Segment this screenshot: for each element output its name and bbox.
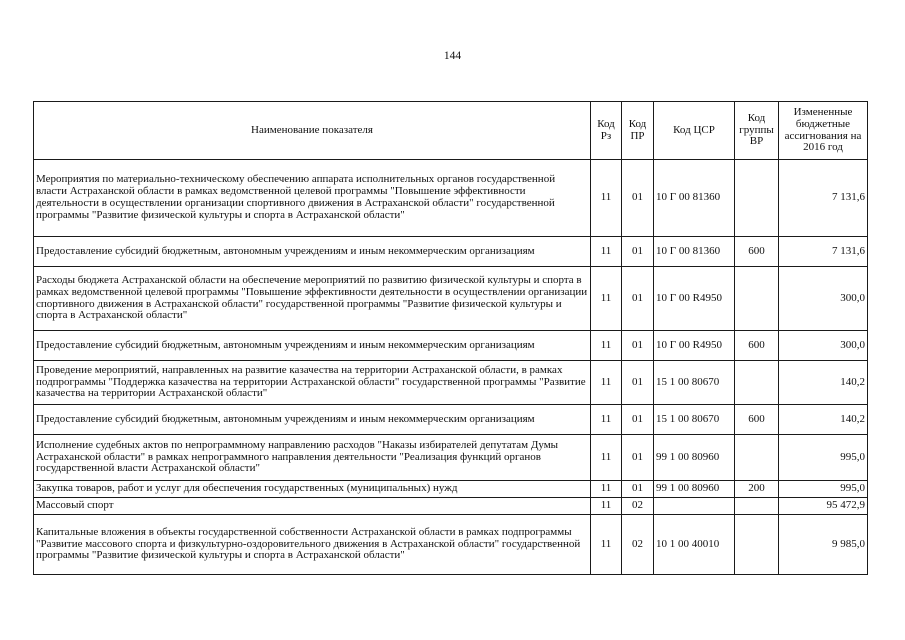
- cell-pr: 01: [622, 267, 654, 331]
- budget-table: [33, 101, 868, 575]
- cell-name: Закупка товаров, работ и услуг для обеспечения государственных (муниципальных) нужд: [34, 481, 591, 498]
- cell-pr: 02: [622, 515, 654, 575]
- cell-vr: [735, 435, 779, 481]
- cell-name: Капитальные вложения в объекты государственной собственности Астраханской области в рамках подпрограммы "Развитие массового спорта и физкультурно-оздоровительного движения в Астраханской области" государственной программы "Развитие физической культуры и спорта в Астраханской области": [34, 515, 591, 575]
- table-row: [34, 515, 868, 575]
- cell-vr: [735, 160, 779, 237]
- table-row: [34, 405, 868, 435]
- cell-csr: 15 1 00 80670: [654, 405, 735, 435]
- cell-rz: 11: [591, 237, 622, 267]
- cell-csr: 99 1 00 80960: [654, 481, 735, 498]
- cell-rz: 11: [591, 498, 622, 515]
- cell-vr: [735, 361, 779, 405]
- cell-name: Исполнение судебных актов по непрограммному направлению расходов "Наказы избирателей депутатам Думы Астраханской области" в рамках непрограммного направления деятельности "Реализация функций органов государственной власти Астраханской области": [34, 435, 591, 481]
- table-row: [34, 237, 868, 267]
- cell-pr: 01: [622, 361, 654, 405]
- cell-rz: 11: [591, 405, 622, 435]
- table-row: [34, 267, 868, 331]
- cell-name: Предоставление субсидий бюджетным, автономным учреждениям и иным некоммерческим организациям: [34, 331, 591, 361]
- cell-vr: 600: [735, 331, 779, 361]
- cell-csr: 10 1 00 40010: [654, 515, 735, 575]
- table-header-row: [34, 102, 868, 160]
- cell-name: Предоставление субсидий бюджетным, автономным учреждениям и иным некоммерческим организациям: [34, 405, 591, 435]
- cell-name: Мероприятия по материально-техническому обеспечению аппарата исполнительных органов государственной власти Астраханской области в рамках ведомственной целевой программы "Повышение эффективности деятельности в осуществлении организации спортивного движения в Астраханской области" государственной программы "Развитие физической культуры и спорта в Астраханской области": [34, 160, 591, 237]
- cell-rz: 11: [591, 267, 622, 331]
- table-row: [34, 481, 868, 498]
- cell-amount: 9 985,0: [779, 515, 868, 575]
- table-row: [34, 361, 868, 405]
- cell-csr: 10 Г 00 81360: [654, 160, 735, 237]
- cell-rz: 11: [591, 160, 622, 237]
- cell-vr: 200: [735, 481, 779, 498]
- cell-pr: 01: [622, 481, 654, 498]
- header-pr: Код ПР: [622, 102, 654, 160]
- cell-pr: 01: [622, 405, 654, 435]
- cell-csr: 10 Г 00 81360: [654, 237, 735, 267]
- cell-amount: 95 472,9: [779, 498, 868, 515]
- table-row: [34, 435, 868, 481]
- cell-amount: 300,0: [779, 331, 868, 361]
- cell-pr: 01: [622, 160, 654, 237]
- header-name: Наименование показателя: [34, 102, 591, 160]
- cell-vr: [735, 267, 779, 331]
- cell-amount: 140,2: [779, 405, 868, 435]
- cell-vr: 600: [735, 237, 779, 267]
- header-csr: Код ЦСР: [654, 102, 735, 160]
- cell-csr: 15 1 00 80670: [654, 361, 735, 405]
- page-number: 144: [443, 50, 462, 62]
- cell-csr: 10 Г 00 R4950: [654, 331, 735, 361]
- cell-pr: 01: [622, 331, 654, 361]
- cell-rz: 11: [591, 361, 622, 405]
- table-row: [34, 331, 868, 361]
- cell-pr: 02: [622, 498, 654, 515]
- cell-name: Предоставление субсидий бюджетным, автономным учреждениям и иным некоммерческим организациям: [34, 237, 591, 267]
- header-vr: Код группы ВР: [735, 102, 779, 160]
- cell-amount: 7 131,6: [779, 237, 868, 267]
- cell-pr: 01: [622, 435, 654, 481]
- cell-rz: 11: [591, 515, 622, 575]
- cell-amount: 7 131,6: [779, 160, 868, 237]
- header-rz: Код Рз: [591, 102, 622, 160]
- cell-amount: 995,0: [779, 481, 868, 498]
- cell-amount: 995,0: [779, 435, 868, 481]
- cell-amount: 140,2: [779, 361, 868, 405]
- cell-name: Массовый спорт: [34, 498, 591, 515]
- cell-csr: 10 Г 00 R4950: [654, 267, 735, 331]
- cell-vr: [735, 498, 779, 515]
- cell-name: Расходы бюджета Астраханской области на обеспечение мероприятий по развитию физической культуры и спорта в рамках ведомственной целевой программы "Повышение эффективности деятельности в осуществлении организации спортивного движения в Астраханской области" государственной программы "Развитие физической культуры и спорта в Астраханской области": [34, 267, 591, 331]
- cell-amount: 300,0: [779, 267, 868, 331]
- cell-name: Проведение мероприятий, направленных на развитие казачества на территории Астраханской области, в рамках подпрограммы "Поддержка казачества на территории Астраханской области" государственной программы "Развитие казачества на территории Астраханской области": [34, 361, 591, 405]
- cell-pr: 01: [622, 237, 654, 267]
- cell-vr: 600: [735, 405, 779, 435]
- cell-rz: 11: [591, 435, 622, 481]
- cell-csr: 99 1 00 80960: [654, 435, 735, 481]
- cell-rz: 11: [591, 481, 622, 498]
- cell-rz: 11: [591, 331, 622, 361]
- cell-vr: [735, 515, 779, 575]
- table-row: [34, 498, 868, 515]
- cell-csr: [654, 498, 735, 515]
- table-row: [34, 160, 868, 237]
- header-amount: Измененные бюджетные ассигнования на 2016 год: [779, 102, 868, 160]
